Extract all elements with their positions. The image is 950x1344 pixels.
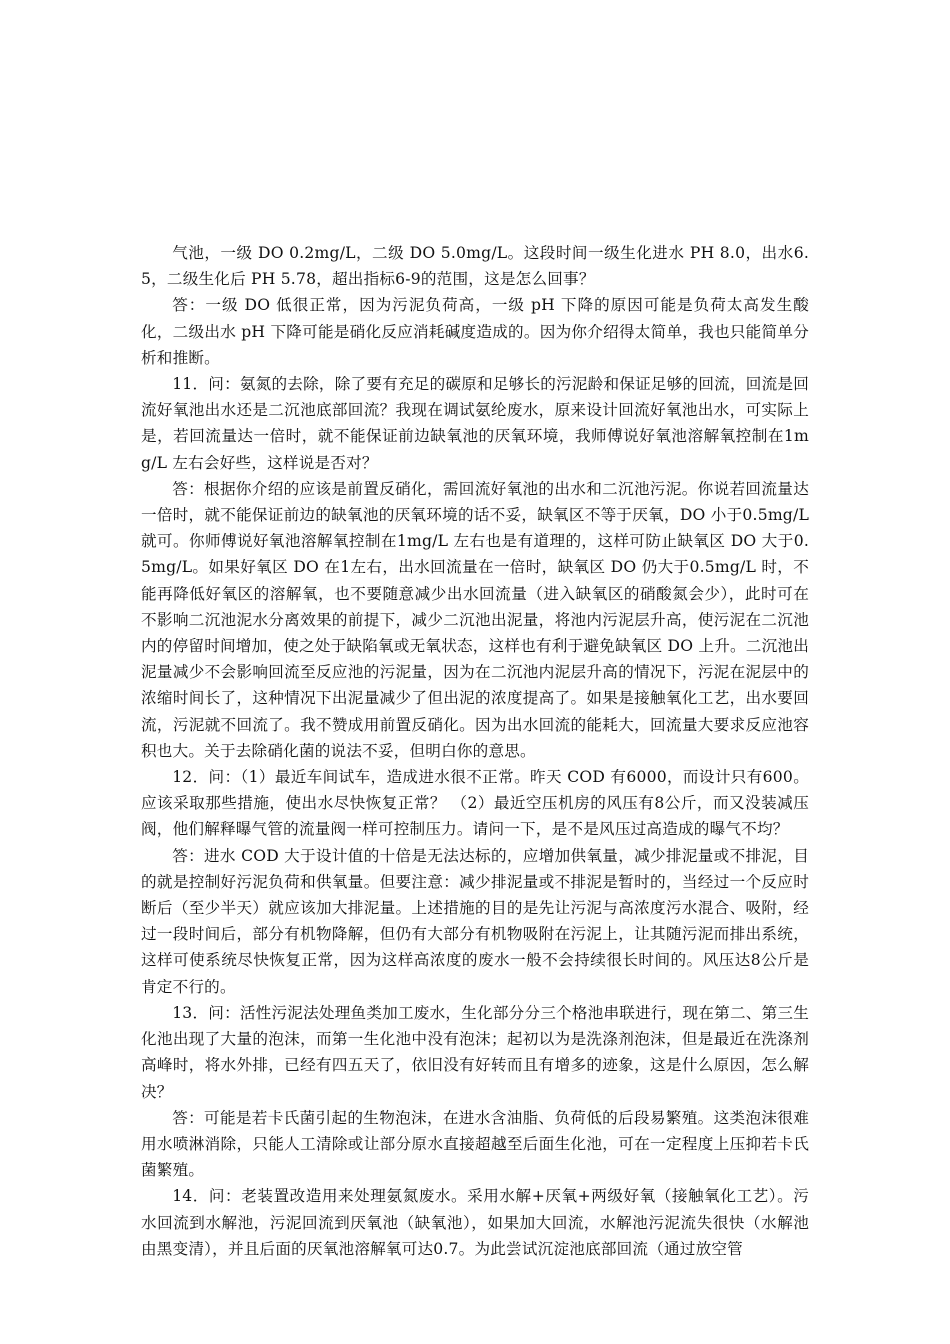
paragraph-continuation: 气池，一级 DO 0.2mg/L，二级 DO 5.0mg/L。这段时间一级生化进水 PH 8.0，出水6.5，二级生化后 PH 5.78，超出指标6-9的范围，这是怎么回事？ bbox=[141, 244, 809, 289]
question-14: 14．问：老装置改造用来处理氨氮废水。采用水解+厌氧+两级好氧（接触氧化工艺）。污水回流到水解池，污泥回流到厌氧池（缺氧池），如果加大回流，水解池污泥流失很快（水解池由黑变清），并且后面的厌氧池溶解氧可达0.7。为此尝试沉淀池底部回流（通过放空管 bbox=[141, 1187, 809, 1258]
answer-13: 答：可能是若卡氏菌引起的生物泡沫，在进水含油脂、负荷低的后段易繁殖。这类泡沫很难用水喷淋消除，只能人工清除或让部分原水直接超越至后面生化池，可在一定程度上压抑若卡氏菌繁殖。 bbox=[141, 1108, 809, 1180]
question-13: 13．问：活性污泥法处理鱼类加工废水，生化部分分三个格池串联进行，现在第二、第三生化池出现了大量的泡沫，而第一生化池中没有泡沫；起初以为是洗涤剂泡沫，但是最近在洗涤剂高峰时，将水外排，已经有四五天了，依旧没有好转而且有增多的迹象，这是什么原因，怎么解决？ bbox=[141, 1003, 809, 1101]
document-body bbox=[141, 240, 809, 1262]
question-11: 11．问：氨氮的去除，除了要有充足的碳原和足够长的污泥龄和保证足够的回流，回流是回流好氧池出水还是二沉池底部回流？我现在调试氨纶废水，原来设计回流好氧池出水，可实际上是，若回流量达一倍时，就不能保证前边缺氧池的厌氧环境，我师傅说好氧池溶解氧控制在1mg/L 左右会好些，这样说是否对？ bbox=[141, 375, 809, 472]
answer-paragraph: 答：一级 DO 低很正常，因为污泥负荷高，一级 pH 下降的原因可能是负荷太高发生酸化，二级出水 pH 下降可能是硝化反应消耗碱度造成的。因为你介绍得太简单，我也只能简单分析和推断。 bbox=[141, 296, 809, 367]
answer-12: 答：进水 COD 大于设计值的十倍是无法达标的，应增加供氧量，减少排泥量或不排泥，目的就是控制好污泥负荷和供氧量。但要注意：减少排泥量或不排泥是暂时的，当经过一个反应时断后（至少半天）就应该加大排泥量。上述措施的目的是先让污泥与高浓度污水混合、吸附，经过一段时间后，部分有机物降解，但仍有大部分有机物吸附在污泥上，让其随污泥而排出系统，这样可使系统尽快恢复正常，因为这样高浓度的废水一般不会持续很长时间的。风压达8公斤是肯定不行的。 bbox=[141, 846, 809, 996]
answer-11: 答：根据你介绍的应该是前置反硝化，需回流好氧池的出水和二沉池污泥。你说若回流量达一倍时，就不能保证前边的缺氧池的厌氧环境的话不妥，缺氧区不等于厌氧，DO 小于0.5mg/L 就可。你师傅说好氧池溶解氧控制在1mg/L 左右也是有道理的，这样可防止缺氧区 DO 大于0.5mg/L。如果好氧区 DO 在1左右，出水回流量在一倍时，缺氧区 DO 仍大于0.5mg/L 时，不能再降低好氧区的溶解氧，也不要随意减少出水回流量（进入缺氧区的硝酸氮会少），此时可在不影响二沉池泥水分离效果的前提下，减少二沉池出泥量，将池内污泥层升高，使污泥在二沉池内的停留时间增加，使之处于缺陷氧或无氧状态，这样也有利于避免缺氧区 DO 上升。二沉池出泥量减少不会影响回流至反应池的污泥量，因为在二沉池内泥层升高的情况下，污泥在泥层中的浓缩时间长了，这种情况下出泥量减少了但出泥的浓度提高了。如果是接触氧化工艺，出水要回流，污泥就不回流了。我不赞成用前置反硝化。因为出水回流的能耗大，回流量大要求反应池容积也大。关于去除硝化菌的说法不妥，但明白你的意思。 bbox=[141, 479, 809, 760]
question-12: 12．问：（1）最近车间试车，造成进水很不正常。昨天 COD 有6000，而设计只有600。应该采取那些措施，使出水尽快恢复正常？ （2）最近空压机房的风压有8公斤，而又没装减压阀，他们解释曝气管的流量阀一样可控制压力。请问一下，是不是风压过高造成的曝气不均？ bbox=[141, 768, 809, 839]
